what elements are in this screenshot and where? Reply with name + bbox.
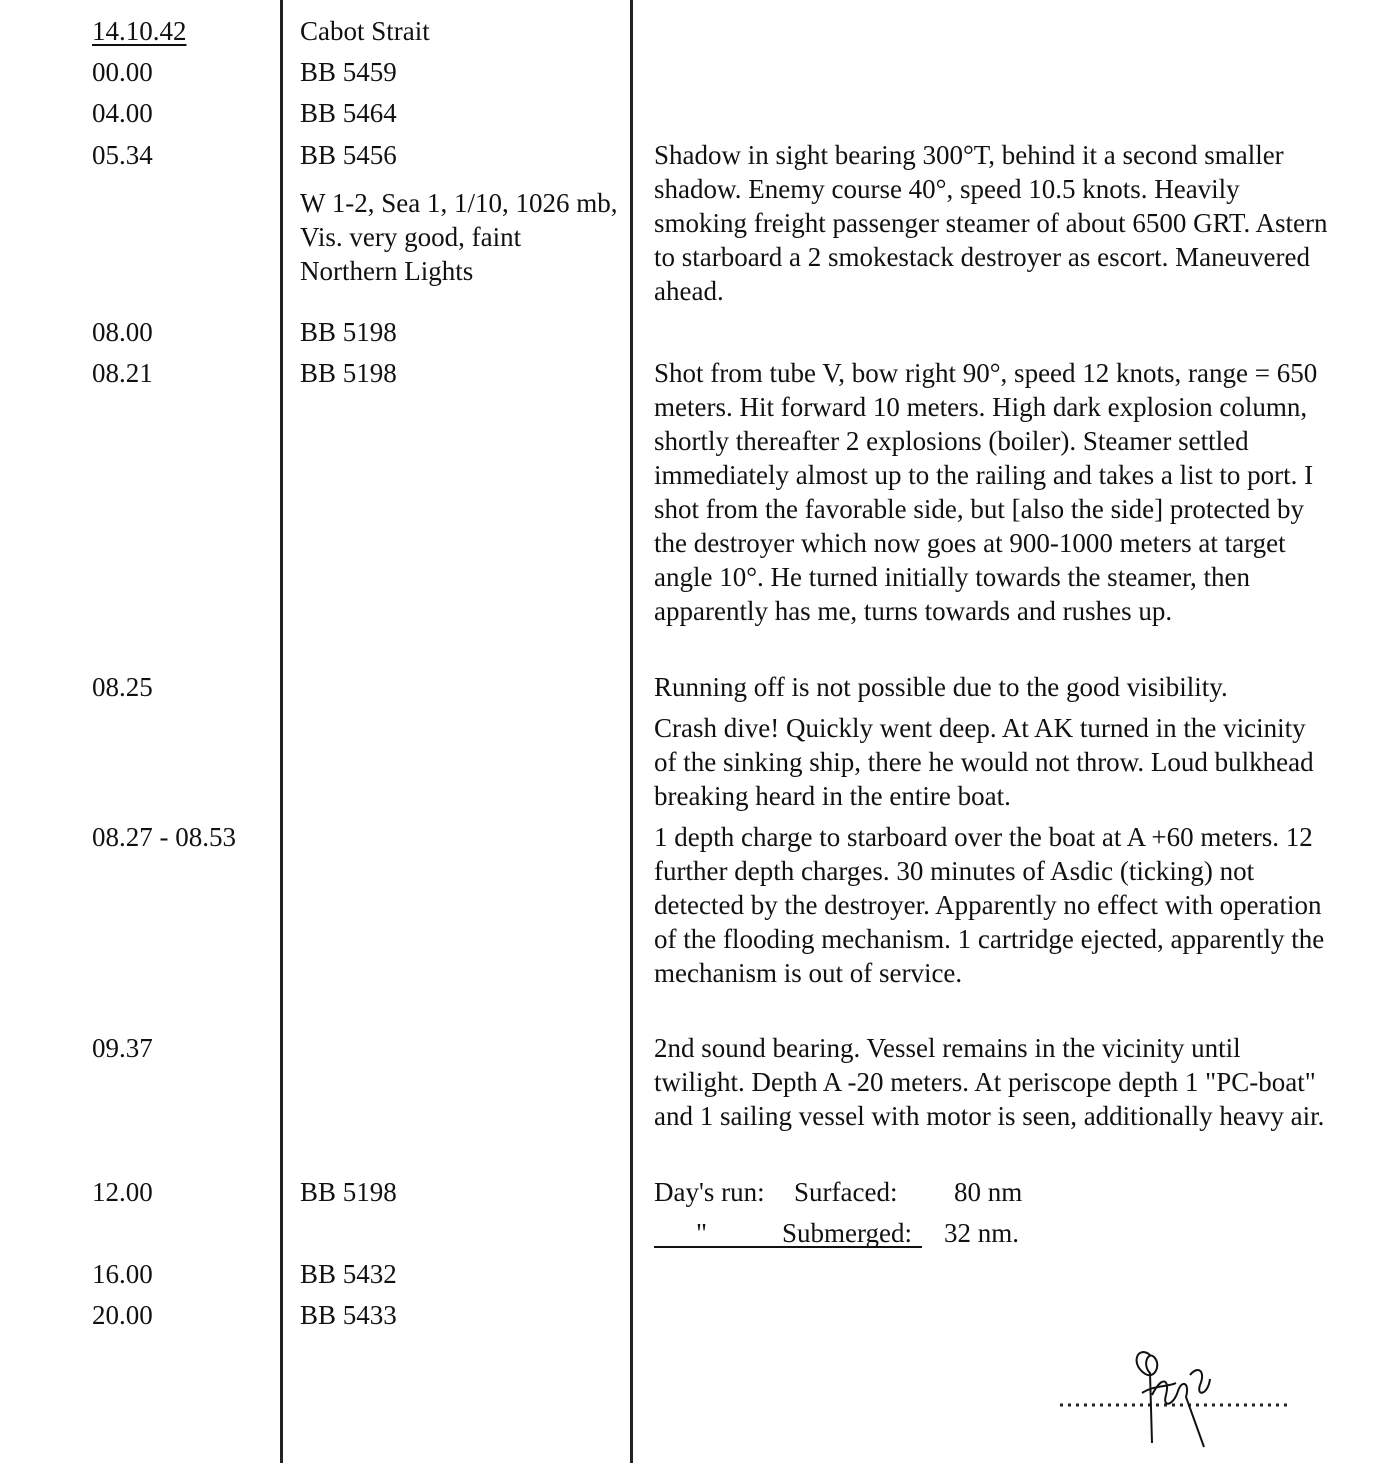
entry-position: BB 5459: [300, 57, 397, 87]
entry-time: 05.34: [92, 140, 153, 170]
entry-time: 08.00: [92, 317, 153, 347]
submerged-label: Submerged:: [782, 1218, 912, 1248]
signature-scribble: [1137, 1352, 1210, 1447]
entry-time: 08.21: [92, 358, 153, 388]
column-divider-left: [280, 0, 283, 1463]
entry-position: BB 5198: [300, 1177, 397, 1207]
surfaced-value: 80 nm: [954, 1177, 1023, 1207]
surfaced-label: Surfaced:: [794, 1177, 898, 1207]
entry-time: 09.37: [92, 1033, 153, 1063]
entry-time: 12.00: [92, 1177, 153, 1207]
entry-time: 00.00: [92, 57, 153, 87]
entry-text: Shot from tube V, bow right 90°, speed 12 knots, range = 650 meters. Hit forward 10 meters. High dark explosion column, shortly thereafter 2 explosions (boiler). Steamer settled immediately almost up to the railing and takes a list to port. I shot from the favorable side, but [also the side] protected by the destroyer which now goes at 900-1000 meters at target angle 10°. He turned initially towards the steamer, then apparently has me, turns towards and rushes up.: [654, 358, 1318, 626]
signature: [1058, 1335, 1290, 1450]
submerged-value: 32 nm.: [944, 1218, 1020, 1248]
entry-time: 08.27 - 08.53: [92, 822, 236, 852]
entry-position: BB 5456: [300, 140, 397, 170]
entry-text: 1 depth charge to starboard over the boat at A +60 meters. 12 further depth charges. 30 minutes of Asdic (ticking) not detected by the destroyer. Apparently no effect with operation of the flooding mechanism. 1 cartridge ejected, apparently the mechanism is out of service.: [654, 822, 1325, 988]
entry-text: Shadow in sight bearing 300°T, behind it a second smaller shadow. Enemy course 40°, speed 10.5 knots. Heavily smoking freight passenger steamer of about 6500 GRT. Astern to starboard a 2 smokestack destroyer as escort. Maneuvered ahead.: [654, 140, 1328, 306]
log-date: 14.10.42: [92, 16, 187, 46]
entry-position: BB 5464: [300, 98, 397, 128]
log-location: Cabot Strait: [300, 16, 430, 46]
entry-text: Running off is not possible due to the good visibility.: [654, 672, 1228, 702]
entry-text: 2nd sound bearing. Vessel remains in the vicinity until twilight. Depth A -20 meters. At periscope depth 1 "PC-boat" and 1 sailing vessel with motor is seen, additionally heavy air.: [654, 1033, 1325, 1131]
entry-time: 04.00: [92, 98, 153, 128]
entry-text: Crash dive! Quickly went deep. At AK turned in the vicinity of the sinking ship, there he would not throw. Loud bulkhead breaking heard in the entire boat.: [654, 713, 1314, 811]
entry-position: BB 5198: [300, 358, 397, 388]
entry-time: 16.00: [92, 1259, 153, 1289]
entry-position: BB 5198: [300, 317, 397, 347]
ditto-mark: ": [696, 1218, 708, 1248]
days-run-surfaced: [654, 1175, 1022, 1209]
entry-position: BB 5432: [300, 1259, 397, 1289]
ditto-underline: [654, 1216, 922, 1248]
entry-position: BB 5433: [300, 1300, 397, 1330]
entry-time: 08.25: [92, 672, 153, 702]
entry-weather: W 1-2, Sea 1, 1/10, 1026 mb, Vis. very good, faint Northern Lights: [300, 188, 618, 286]
days-run-submerged: [654, 1216, 1019, 1250]
entry-time: 20.00: [92, 1300, 153, 1330]
days-run-label: Day's run:: [654, 1177, 765, 1207]
